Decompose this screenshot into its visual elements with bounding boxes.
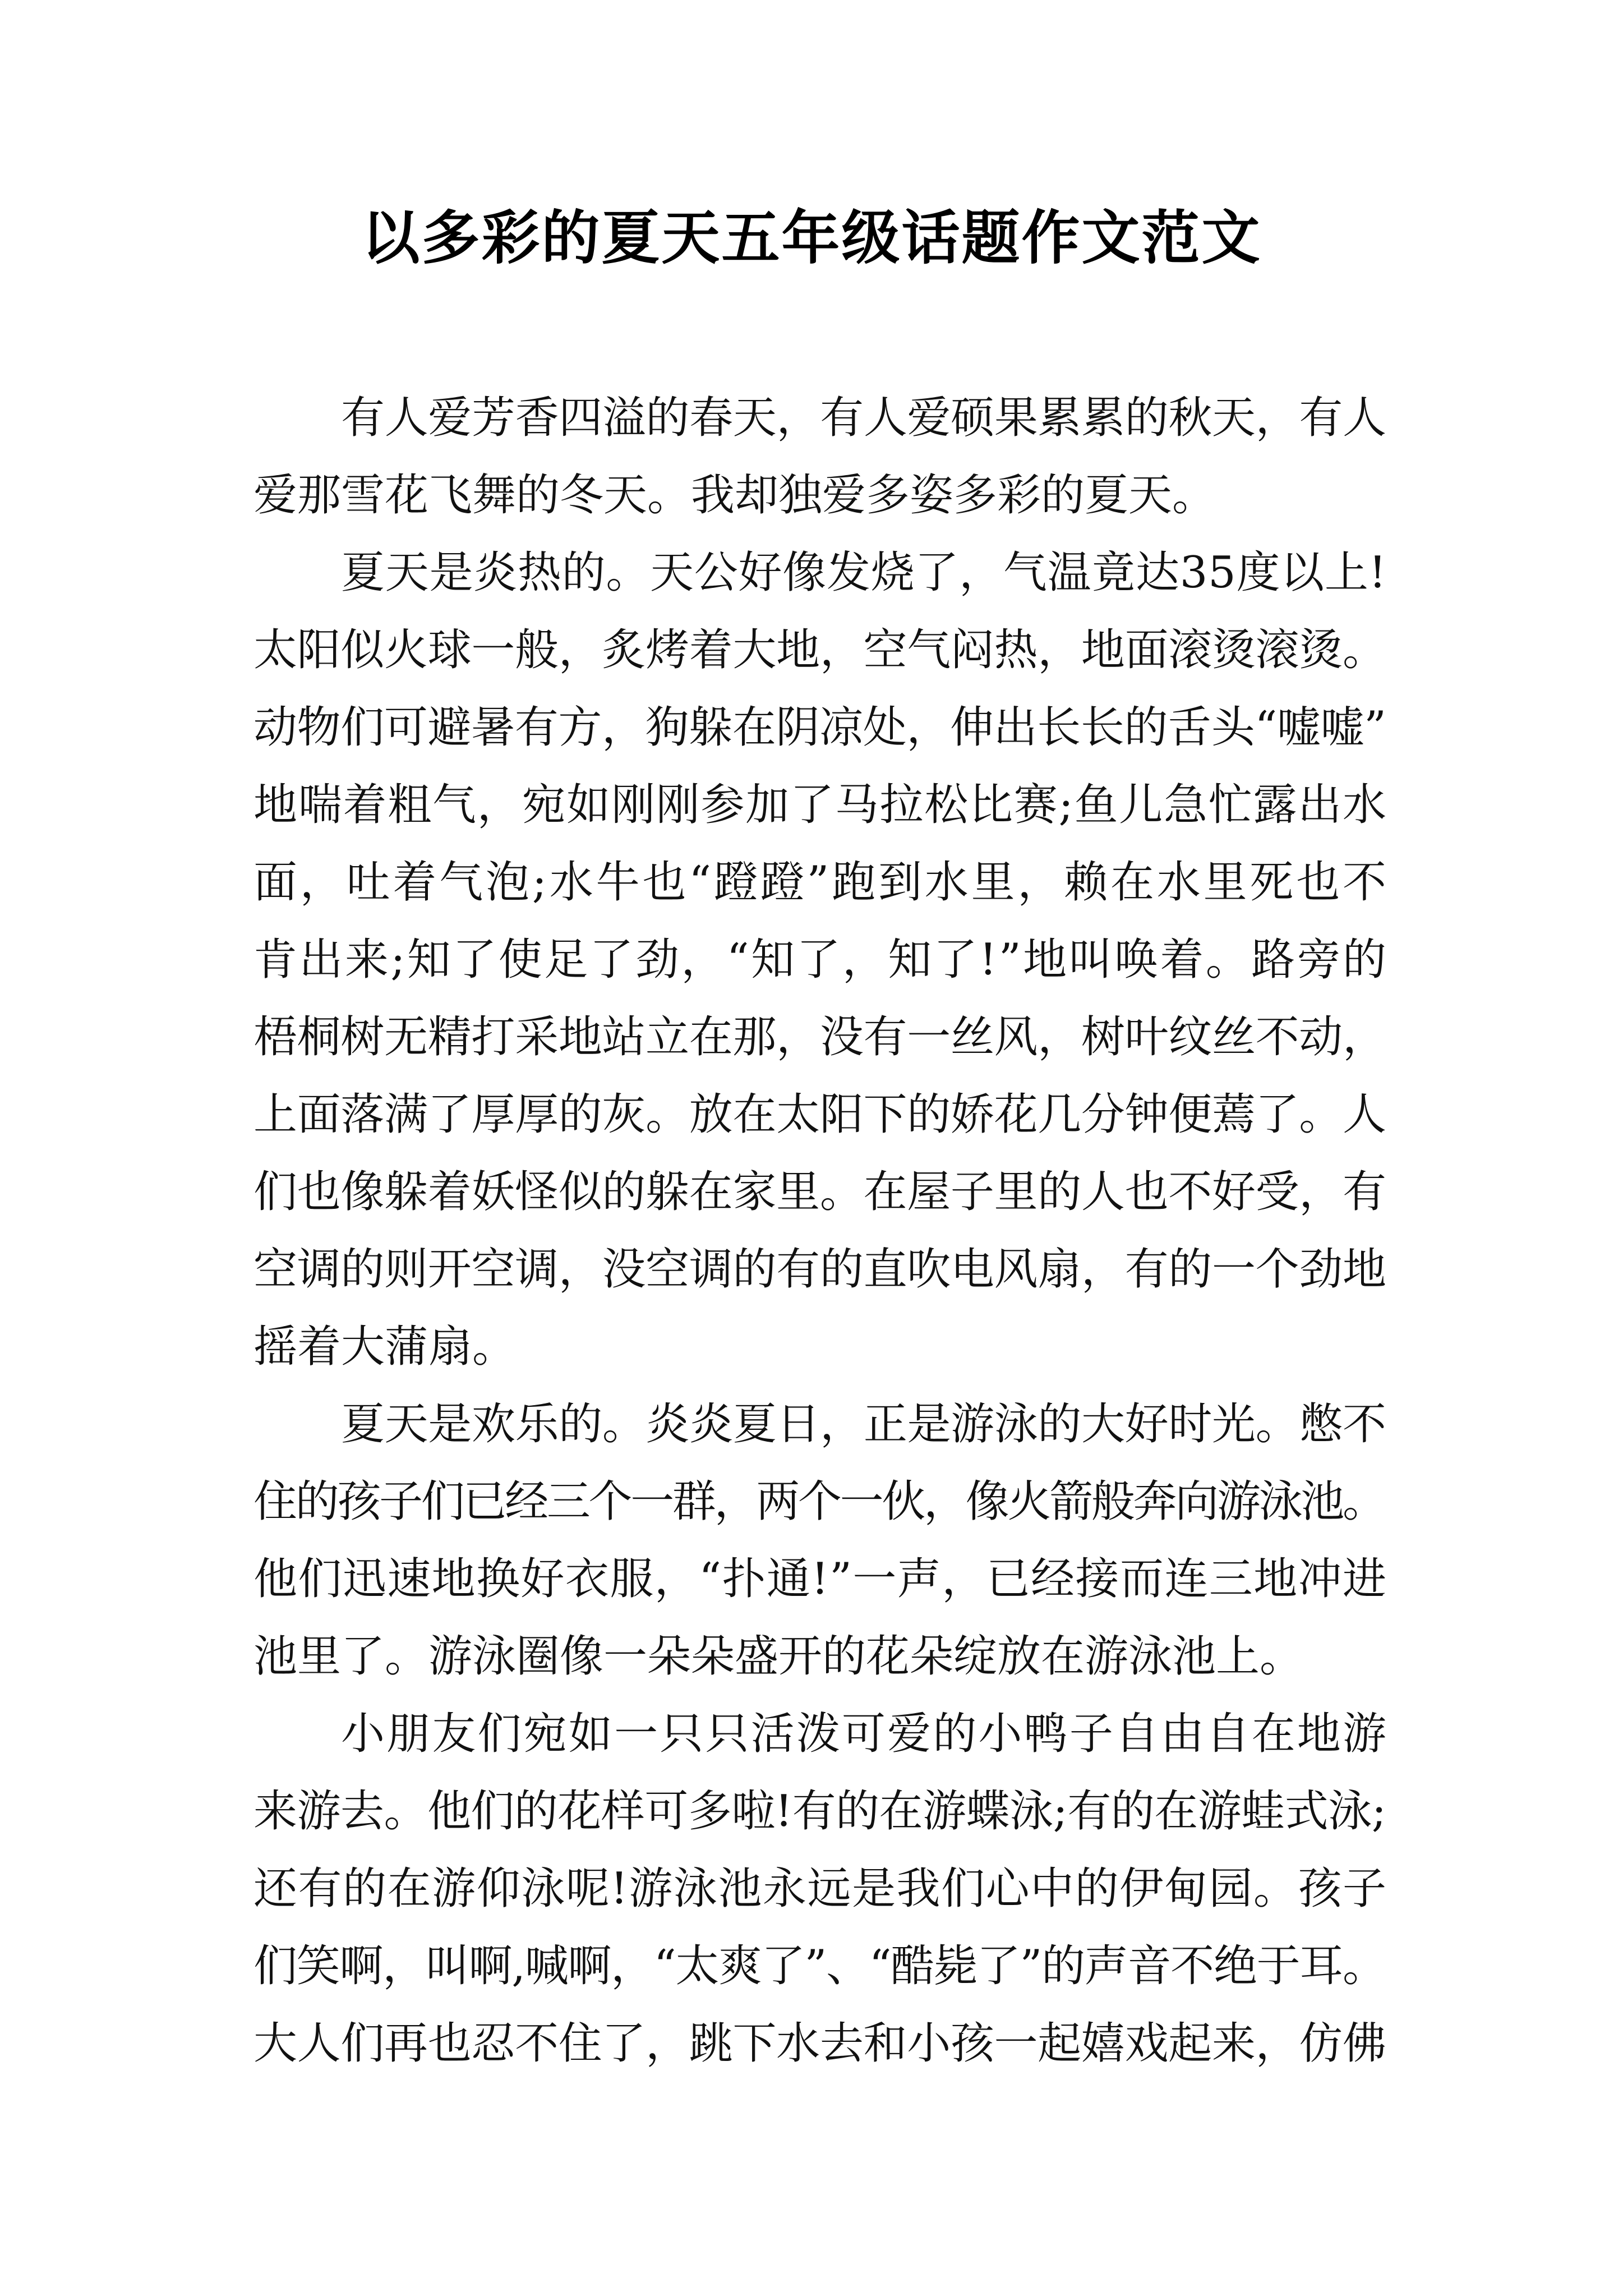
paragraph-line [253, 379, 1386, 457]
paragraph-line [253, 611, 1386, 689]
paragraph-line [253, 534, 1386, 611]
paragraph-line-text: 肯出来;知了使足了劲，“知了，知了!”地叫唤着。路旁的 [253, 935, 1389, 985]
paragraph-line [253, 1927, 1386, 2005]
paragraph-line [253, 1386, 1386, 1463]
paragraph-line [253, 1231, 1386, 1308]
paragraph-line [253, 1773, 1386, 1850]
paragraph-line-text: 他们迅速地换好衣服，“扑通!”一声，已经接而连三地冲进 [253, 1554, 1387, 1604]
paragraph-line [253, 999, 1386, 1076]
paragraph-line-text: 摇着大蒲扇。 [253, 1322, 517, 1372]
paragraph-line-text: 池里了。游泳圈像一朵朵盛开的花朵绽放在游泳池上。 [253, 1631, 1304, 1682]
paragraph-line-text: 们笑啊，叫啊,喊啊，“太爽了”、“酷毙了”的声音不绝于耳。 [253, 1941, 1386, 1991]
paragraph-line [253, 1540, 1386, 1618]
paragraph-line [253, 1463, 1386, 1540]
paragraph-line-text: 地喘着粗气，宛如刚刚参加了马拉松比赛;鱼儿急忙露出水 [253, 780, 1387, 830]
document-title: 以多彩的夏天五年级话题作文范文 [361, 203, 1262, 272]
paragraph-line-text: 梧桐树无精打采地站立在那，没有一丝风，树叶纹丝不动， [253, 1012, 1386, 1062]
paragraph-line [253, 1618, 1386, 1695]
paragraph-line-text: 空调的则开空调，没空调的有的直吹电风扇，有的一个劲地 [253, 1244, 1386, 1295]
document-body [253, 379, 1389, 2082]
paragraph-line-text: 上面落满了厚厚的灰。放在太阳下的娇花几分钟便蔫了。人 [253, 1089, 1386, 1140]
paragraph-line [253, 921, 1389, 999]
paragraph-2 [253, 534, 1389, 1386]
paragraph-line-text: 面，吐着气泡;水牛也“蹬蹬”跑到水里，赖在水里死也不 [253, 857, 1389, 908]
paragraph-line [253, 457, 1386, 534]
paragraph-line-text: 小朋友们宛如一只只活泼可爱的小鸭子自由自在地游 [341, 1709, 1389, 1759]
paragraph-1 [253, 379, 1386, 534]
paragraph-line [253, 1695, 1389, 1773]
paragraph-line [253, 1076, 1386, 1153]
paragraph-line-text: 有人爱芳香四溢的春天，有人爱硕果累累的秋天，有人 [341, 393, 1386, 443]
paragraph-4 [253, 1695, 1389, 2082]
paragraph-line-text: 大人们再也忍不住了，跳下水去和小孩一起嬉戏起来，仿佛 [253, 2018, 1386, 2069]
paragraph-line-text: 来游去。他们的花样可多啦!有的在游蝶泳;有的在游蛙式泳; [253, 1786, 1386, 1837]
paragraph-3 [253, 1386, 1386, 1695]
paragraph-line-text: 动物们可避暑有方，狗躲在阴凉处，伸出长长的舌头“嘘嘘” [253, 702, 1386, 753]
paragraph-line-text: 们也像躲着妖怪似的躲在家里。在屋子里的人也不好受，有 [253, 1167, 1386, 1217]
paragraph-line [253, 689, 1386, 766]
paragraph-line [253, 844, 1389, 921]
paragraph-line [253, 766, 1386, 844]
paragraph-line [253, 2005, 1386, 2082]
paragraph-line-text: 太阳似火球一般，炙烤着大地，空气闷热，地面滚烫滚烫。 [253, 625, 1386, 675]
paragraph-line [253, 1153, 1386, 1231]
paragraph-line-text: 住的孩子们已经三个一群，两个一伙，像火箭般奔向游泳池。 [253, 1476, 1385, 1527]
paragraph-line-text: 夏天是炎热的。天公好像发烧了，气温竟达35度以上! [341, 547, 1387, 598]
paragraph-line-text: 夏天是欢乐的。炎炎夏日，正是游泳的大好时光。憋不 [341, 1399, 1386, 1450]
paragraph-line-text: 还有的在游仰泳呢!游泳池永远是我们心中的伊甸园。孩子 [253, 1864, 1387, 1914]
paragraph-line [253, 1850, 1386, 1927]
paragraph-line-text: 爱那雪花飞舞的冬天。我却独爱多姿多彩的夏天。 [253, 470, 1216, 521]
paragraph-line [253, 1308, 1386, 1386]
